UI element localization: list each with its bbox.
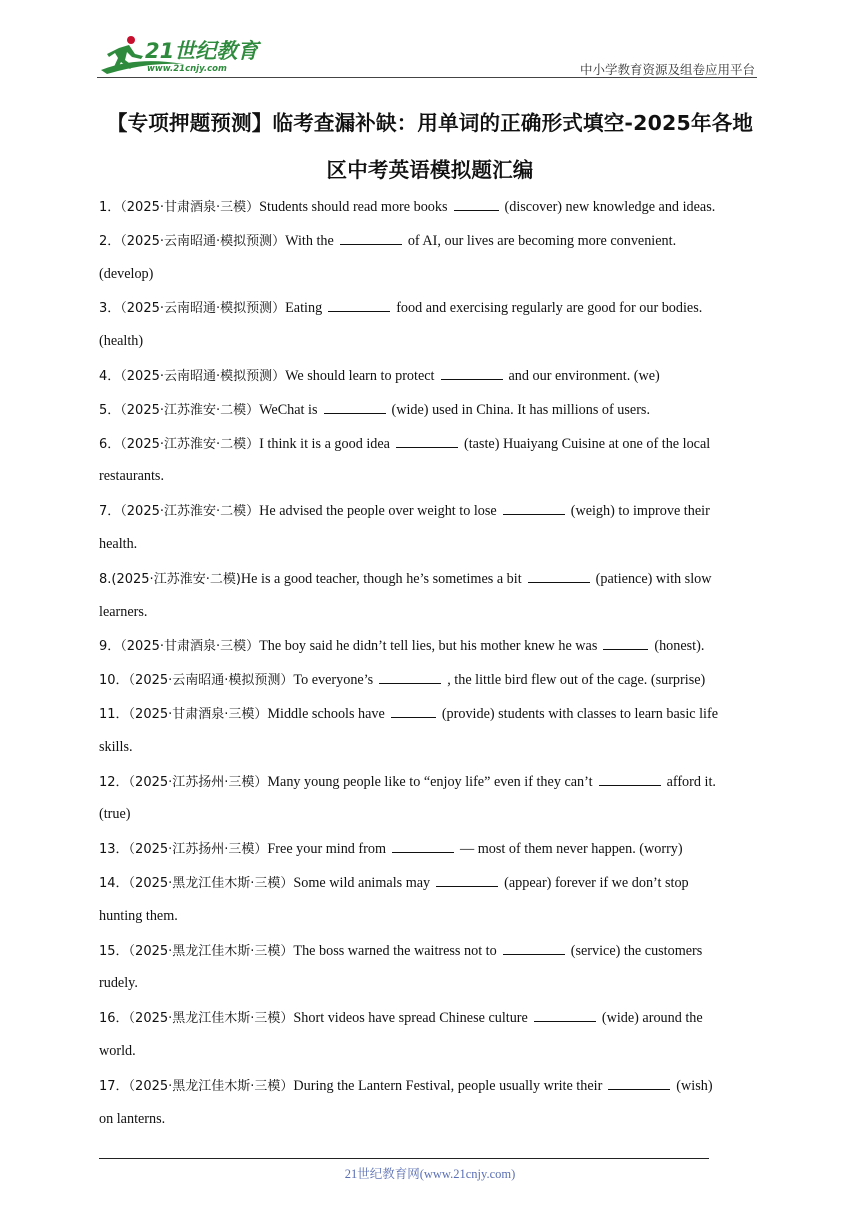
question-source: （2025·甘肃酒泉·三模） <box>120 639 260 655</box>
question-source: （2025·黑龙江佳木斯·三模） <box>128 943 294 959</box>
question-number: 17． <box>99 1078 129 1094</box>
site-logo <box>97 34 267 76</box>
footer-divider <box>99 1158 709 1159</box>
question-hint: (service) the customers <box>570 942 703 959</box>
question-source: （2025·江苏扬州·三模） <box>128 842 268 858</box>
question-source: （2025·江苏淮安·二模） <box>120 504 260 520</box>
question-continuation: learners. <box>99 603 148 620</box>
question-number: 4． <box>99 369 121 384</box>
question-number: 6． <box>99 436 121 452</box>
question-continuation: health. <box>99 536 138 552</box>
answer-blank[interactable] <box>396 433 458 448</box>
answer-blank[interactable] <box>599 771 661 786</box>
question-item <box>99 365 660 387</box>
question-text: We should learn to protect <box>285 368 435 384</box>
question-number: 15． <box>99 943 129 959</box>
question-source: （2025·江苏淮安·二模） <box>120 402 260 418</box>
question-hint: of AI, our lives are becoming more convenient. <box>407 232 677 249</box>
question-item <box>99 500 710 522</box>
question-number: 16． <box>99 1011 129 1027</box>
question-hint: , the little bird flew out of the cage. (surprise) <box>447 672 706 689</box>
answer-blank[interactable] <box>392 838 454 853</box>
question-text: Short videos have spread Chinese culture <box>293 1010 528 1027</box>
question-hint: (wide) around the <box>601 1010 703 1027</box>
question-text: Many young people like to “enjoy life” even if they can’t <box>267 773 593 790</box>
question-number: 12． <box>99 774 129 790</box>
question-source: （2025·云南昭通·模拟预测） <box>120 369 286 384</box>
title-line-1: 【专项押题预测】临考查漏补缺：用单词的正确形式填空-2025年各地 <box>106 111 754 135</box>
question-text: To everyone’s <box>293 672 374 689</box>
question-item <box>99 297 702 319</box>
question-item <box>99 568 711 590</box>
question-hint: (patience) with slow <box>595 570 712 587</box>
question-continuation: hunting them. <box>99 907 178 924</box>
answer-blank[interactable] <box>379 669 441 684</box>
question-continuation: (develop) <box>99 265 154 282</box>
page-title <box>97 100 763 194</box>
question-number: 7． <box>99 504 121 520</box>
answer-blank[interactable] <box>391 703 436 718</box>
answer-blank[interactable] <box>608 1075 670 1090</box>
question-number: 11． <box>99 707 129 722</box>
question-text: Students should read more books <box>259 199 448 215</box>
question-source: （2025·江苏扬州·三模） <box>128 774 268 790</box>
question-continuation: rudely. <box>99 975 138 992</box>
question-number: 5． <box>99 402 121 418</box>
question-item <box>99 635 704 657</box>
answer-blank[interactable] <box>528 568 590 583</box>
question-continuation: restaurants. <box>99 468 165 485</box>
question-text: Eating <box>285 300 323 317</box>
question-item <box>99 399 650 421</box>
question-hint: afford it. <box>666 773 716 790</box>
answer-blank[interactable] <box>454 196 499 211</box>
question-source: （2025·黑龙江佳木斯·三模） <box>128 876 294 891</box>
answer-blank[interactable] <box>503 500 565 515</box>
question-hint: (wish) <box>676 1077 713 1094</box>
question-item <box>99 1007 703 1029</box>
svg-text:www.21cnjy.com: www.21cnjy.com <box>147 64 227 74</box>
question-item <box>99 771 716 793</box>
question-hint: (taste) Huaiyang Cuisine at one of the local <box>463 435 711 452</box>
question-text: WeChat is <box>259 401 318 418</box>
question-source: （2025·云南昭通·模拟预测） <box>128 673 294 689</box>
platform-name: 中小学教育资源及组卷应用平台 <box>579 62 755 77</box>
answer-blank[interactable] <box>503 940 565 955</box>
question-text: The boy said he didn’t tell lies, but his mother knew he was <box>259 638 598 655</box>
question-hint: (weigh) to improve their <box>570 503 710 520</box>
question-source: （2025·黑龙江佳木斯·三模） <box>128 1011 294 1027</box>
question-hint: (provide) students with classes to learn basic life <box>441 706 719 722</box>
header-divider <box>97 77 757 78</box>
question-text: He is a good teacher, though he’s sometimes a bit <box>240 570 522 587</box>
question-hint: food and exercising regularly are good for our bodies. <box>396 300 703 317</box>
question-source: （2025·甘肃酒泉·三模） <box>120 200 260 215</box>
question-text: Middle schools have <box>267 706 385 722</box>
answer-blank[interactable] <box>340 230 402 245</box>
question-number: 8. <box>99 571 112 587</box>
answer-blank[interactable] <box>324 399 386 414</box>
question-source: (2025·江苏淮安·二模) <box>111 571 241 587</box>
answer-blank[interactable] <box>603 635 648 650</box>
question-continuation: on lanterns. <box>99 1110 166 1127</box>
question-number: 14． <box>99 876 129 891</box>
question-text: He advised the people over weight to lose <box>259 503 497 520</box>
answer-blank[interactable] <box>328 297 390 312</box>
question-text: I think it is a good idea <box>259 435 390 452</box>
question-number: 3． <box>99 301 121 317</box>
question-item <box>99 230 676 252</box>
question-item <box>99 838 683 860</box>
question-source: （2025·云南昭通·模拟预测） <box>120 233 286 249</box>
question-continuation: (true) <box>99 806 131 823</box>
question-source: （2025·黑龙江佳木斯·三模） <box>128 1078 294 1094</box>
answer-blank[interactable] <box>441 365 503 380</box>
question-item <box>99 433 710 455</box>
page-header <box>97 34 757 78</box>
question-item <box>99 872 689 894</box>
question-hint: (wide) used in China. It has millions of users. <box>391 401 650 418</box>
question-hint: (discover) new knowledge and ideas. <box>504 199 716 215</box>
question-item <box>99 669 705 691</box>
answer-blank[interactable] <box>436 872 498 887</box>
question-hint: (honest). <box>654 638 705 655</box>
question-text: The boss warned the waitress not to <box>293 942 497 959</box>
question-text: Some wild animals may <box>293 875 431 891</box>
question-number: 10． <box>99 673 129 689</box>
question-continuation: world. <box>99 1043 136 1059</box>
question-continuation: (health) <box>99 333 144 350</box>
question-hint: and our environment. (we) <box>508 368 660 384</box>
question-text: During the Lantern Festival, people usually write their <box>293 1077 603 1094</box>
question-item <box>99 1075 713 1097</box>
question-number: 13． <box>99 842 129 858</box>
question-text: With the <box>285 232 334 249</box>
question-hint: — most of them never happen. (worry) <box>460 841 683 858</box>
question-number: 2． <box>99 233 121 249</box>
answer-blank[interactable] <box>534 1007 596 1022</box>
question-text: Free your mind from <box>267 841 387 858</box>
question-number: 1． <box>99 200 121 215</box>
question-continuation: skills. <box>99 738 133 755</box>
question-source: （2025·江苏淮安·二模） <box>120 436 260 452</box>
title-line-2: 区中考英语模拟题汇编 <box>326 158 534 182</box>
question-item <box>99 703 718 725</box>
question-hint: (appear) forever if we don’t stop <box>504 875 689 891</box>
question-number: 9． <box>99 639 121 655</box>
footer-text: 21世纪教育网(www.21cnjy.com) <box>344 1167 516 1181</box>
question-item <box>99 196 715 218</box>
question-item <box>99 940 702 962</box>
svg-text:21世纪教育: 21世纪教育 <box>145 39 259 63</box>
question-source: （2025·云南昭通·模拟预测） <box>120 301 286 317</box>
question-source: （2025·甘肃酒泉·三模） <box>128 707 268 722</box>
